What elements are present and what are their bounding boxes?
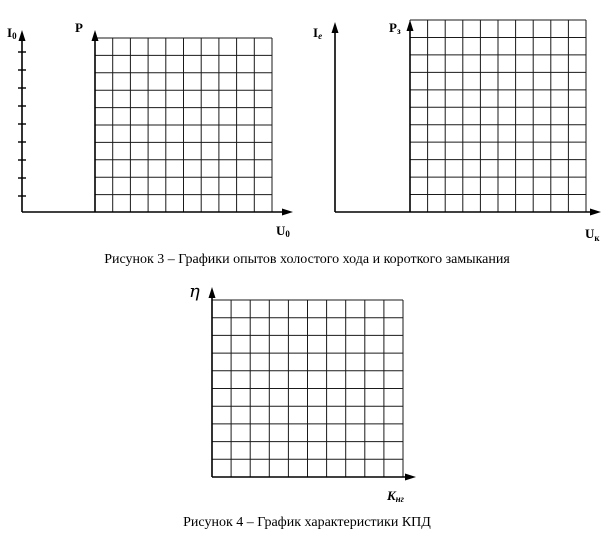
figure3-left-grid: [95, 38, 272, 212]
figure3-right-pz-axis-arrow: [407, 20, 414, 31]
figure3-right-plot: [313, 20, 601, 243]
figure3-left-p-axis-arrow: [92, 30, 99, 41]
figure4-k-axis-arrow: [405, 474, 416, 481]
figure4-eta-axis-arrow: [209, 287, 216, 298]
figure4-caption: Рисунок 4 – График характеристики КПД: [183, 515, 431, 530]
figure3-right-pz-label: Pз: [389, 20, 401, 36]
figure3-right-ie-label: Ie: [313, 25, 323, 41]
figure4-grid: [212, 300, 403, 477]
figure3-left-u0-axis-arrow: [282, 209, 293, 216]
figure3-right-uk-label: $U_к$: [585, 226, 600, 243]
figure3-caption: Рисунок 3 – Графики опытов холостого хода и короткого замыкания: [104, 252, 510, 267]
figure3-left-p-label: P: [75, 20, 83, 35]
figure3-left-i0-label: I0: [7, 25, 17, 41]
figure3-left-i0-axis-arrow: [19, 30, 26, 41]
figure3-right-uk-axis-arrow: [590, 209, 601, 216]
figure3-left-u0-label: U0: [276, 223, 290, 239]
figure4-eta-label: η: [189, 281, 200, 302]
figure4-plot: [189, 281, 416, 504]
figure3-left-plot: [7, 20, 293, 239]
figure4-k-label: Kнг: [387, 488, 404, 504]
figure3-right-grid: [410, 20, 586, 212]
figure3-right-ie-axis-arrow: [332, 22, 339, 33]
